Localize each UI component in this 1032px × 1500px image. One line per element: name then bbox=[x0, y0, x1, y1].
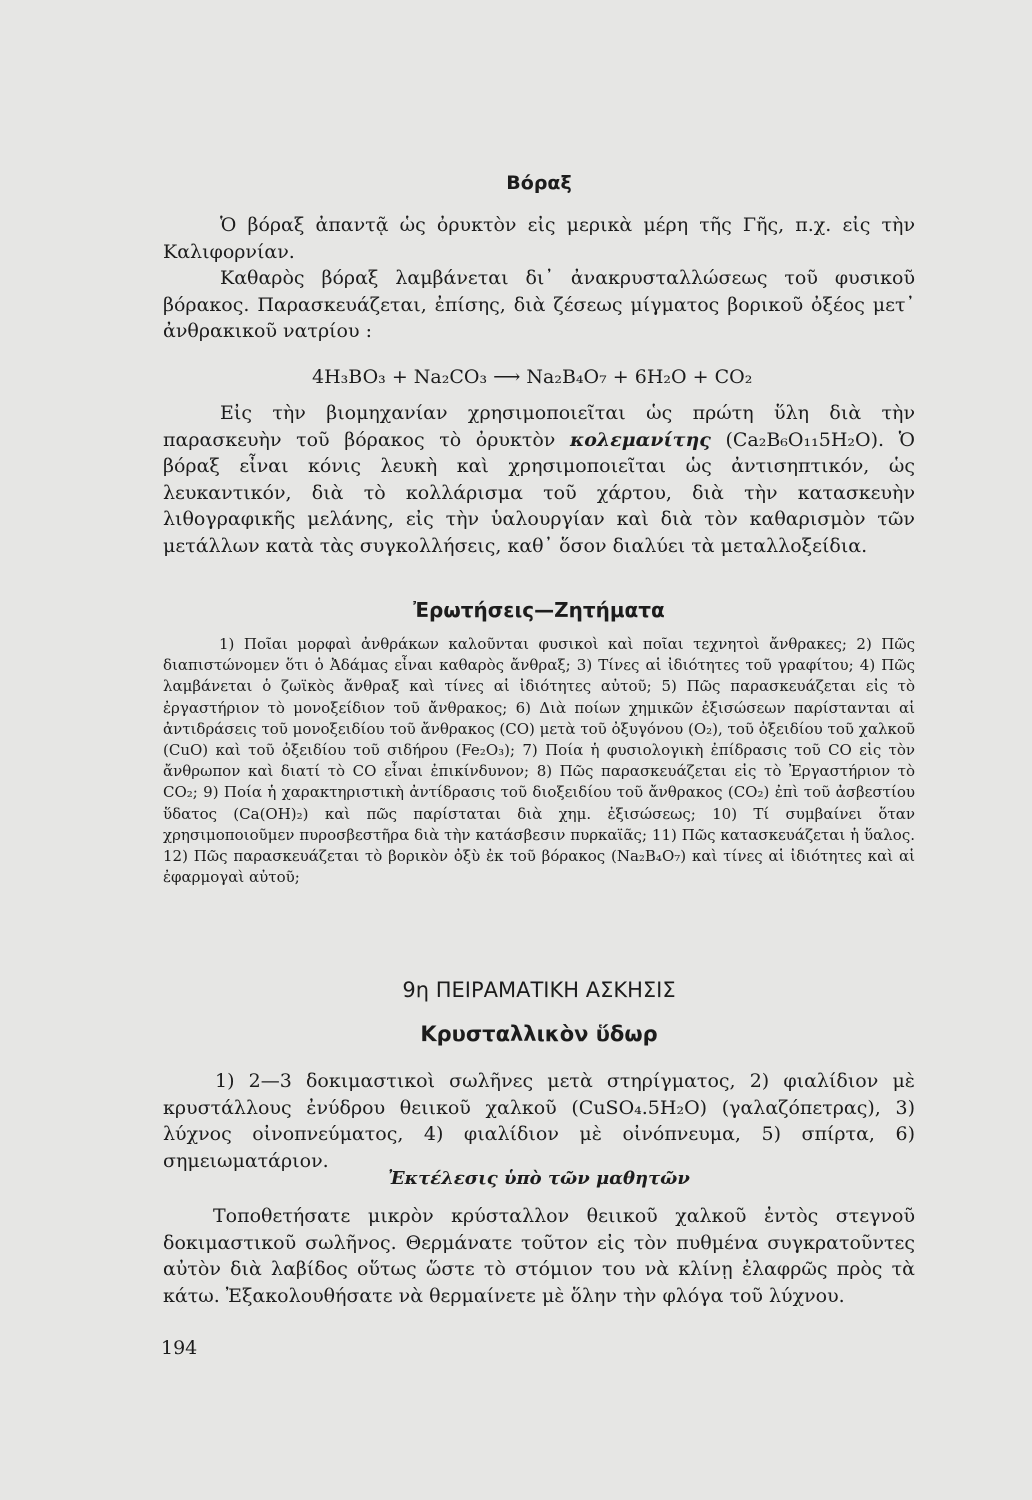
text-span: (Ca₂B₆O₁₁5H₂O). Ὁ βόραξ εἶναι κόνις λευκὴ καὶ χρησιμοποιεῖται ὡς ἀντισηπτικόν, ὡς λευκαντικόν, διὰ τὸ κολλάρισμα τοῦ χάρτου, διὰ τὴν κατασκευὴν λιθογραφικῆς μελάνης, εἰς τὴν ὑαλουργίαν καὶ διὰ τὸν καθαρισμὸν τῶν μετάλλων κατὰ τὰς συγκολλήσεις, καθ᾿ ὅσον διαλύει τὰ μεταλλοξείδια. bbox=[163, 428, 915, 557]
mineral-name: κολεμανίτης bbox=[569, 428, 711, 451]
execution-instructions bbox=[163, 1203, 915, 1309]
section-title-questions: Ἐρωτήσεις—Ζητήματα bbox=[413, 598, 665, 622]
execution-heading: Ἐκτέλεσις ὑπὸ τῶν μαθητῶν bbox=[388, 1168, 690, 1189]
paragraph bbox=[163, 400, 915, 559]
chemical-equation: 4H₃BO₃ + Na₂CO₃ ⟶ Na₂B₄O₇ + 6H₂O + CO₂ bbox=[312, 366, 753, 388]
page-number: 194 bbox=[161, 1337, 198, 1359]
paragraph: Ὁ βόραξ ἀπαντᾷ ὡς ὀρυκτὸν εἰς μερικὰ μέρη τῆς Γῆς, π.χ. εἰς τὴν Καλιφορνίαν. bbox=[163, 214, 915, 263]
borax-uses bbox=[163, 400, 915, 559]
section-title-borax: Βόραξ bbox=[506, 172, 572, 194]
materials-list bbox=[163, 1068, 915, 1174]
paragraph: Τοποθετήσατε μικρὸν κρύσταλλον θειικοῦ χαλκοῦ ἐντὸς στεγνοῦ δοκιμαστικοῦ σωλῆνος. Θερμάνατε τοῦτον εἰς τὸν πυθμένα συγκρατοῦντες αὐτὸν διὰ λαβίδος οὕτως ὥστε τὸ στόμιον του νὰ κλίνῃ ἐλαφρῶς πρὸς τὰ κάτω. Ἐξακολουθήσατε νὰ θερμαίνετε μὲ ὅλην τὴν φλόγα τοῦ λύχνου. bbox=[163, 1205, 915, 1307]
borax-intro bbox=[163, 212, 915, 345]
paragraph: 1) 2—3 δοκιμαστικοὶ σωλῆνες μετὰ στηρίγματος, 2) φιαλίδιον μὲ κρυστάλλους ἐνύδρου θειικοῦ χαλκοῦ (CuSO₄.5H₂O) (γαλαζόπετρας), 3) λύχνος οἰνοπνεύματος, 4) φιαλίδιον μὲ οἰνόπνευμα, 5) σπίρτα, 6) σημειωματάριον. bbox=[163, 1070, 915, 1172]
text-span: Εἰς τὴν βιομηχανίαν χρησιμοποιεῖται ὡς πρώτη ὕλη διὰ τὴν παρασκευὴν τοῦ βόρακος τὸ ὀρυκτὸν bbox=[163, 402, 915, 451]
questions-block bbox=[163, 634, 915, 888]
exercise-title: 9η ΠΕΙΡΑΜΑΤΙΚΗ ΑΣΚΗΣΙΣ bbox=[402, 978, 676, 1002]
paragraph: Καθαρὸς βόραξ λαμβάνεται δι᾿ ἀνακρυσταλλώσεως τοῦ φυσικοῦ βόρακος. Παρασκευάζεται, ἐπίσης, διὰ ζέσεως μίγματος βορικοῦ ὀξέος μετ᾿ ἀνθρακικοῦ νατρίου : bbox=[163, 267, 915, 342]
exercise-subtitle: Κρυσταλλικὸν ὕδωρ bbox=[420, 1022, 658, 1046]
questions-text: 1) Ποῖαι μορφαὶ ἀνθράκων καλοῦνται φυσικοὶ καὶ ποῖαι τεχνητοὶ ἄνθρακες; 2) Πῶς διαπιστώνομεν ὅτι ὁ Ἀδάμας εἶναι καθαρὸς ἄνθραξ; 3) Τίνες αἱ ἰδιότητες τοῦ γραφίτου; 4) Πῶς λαμβάνεται ὁ ζωϊκὸς ἄνθραξ καὶ τίνες αἱ ἰδιότητες αὐτοῦ; 5) Πῶς παρασκευάζεται εἰς τὸ ἐργαστήριον τὸ μονοξείδιον τοῦ ἄνθρακος; 6) Διὰ ποίων χημικῶν ἐξισώσεων παρίστανται αἱ ἀντιδράσεις τοῦ μονοξειδίου τοῦ ἄνθρακος (CO) μετὰ τοῦ ὀξυγόνου (O₂), τοῦ ὀξειδίου τοῦ χαλκοῦ (CuO) καὶ τοῦ ὀξειδίου τοῦ σιδήρου (Fe₂O₃); 7) Ποία ἡ φυσιολογικὴ ἐπίδρασις τοῦ CO εἰς τὸν ἄνθρωπον καὶ διατί τὸ CO εἶναι ἐπικίνδυνον; 8) Πῶς παρασκευάζεται εἰς τὸ Ἐργαστήριον τὸ CO₂; 9) Ποία ἡ χαρακτηριστικὴ ἀντίδρασις τοῦ διοξειδίου τοῦ ἄνθρακος (CO₂) ἐπὶ τοῦ ἀσβεστίου ὕδατος (Ca(OH)₂) καὶ πῶς παρίσταται διὰ χημ. ἐξισώσεως; 10) Τί συμβαίνει ὅταν χρησιμοποιοῦμεν πυροσβεστῆρα διὰ τὴν κατάσβεσιν πυρκαϊᾶς; 11) Πῶς κατασκευάζεται ἡ ὕαλος. 12) Πῶς παρασκευάζεται τὸ βορικὸν ὀξὺ ἐκ τοῦ βόρακος (Na₂B₄O₇) καὶ τίνες αἱ ἰδιότητες καὶ αἱ ἐφαρμογαὶ αὐτοῦ; bbox=[163, 635, 915, 887]
